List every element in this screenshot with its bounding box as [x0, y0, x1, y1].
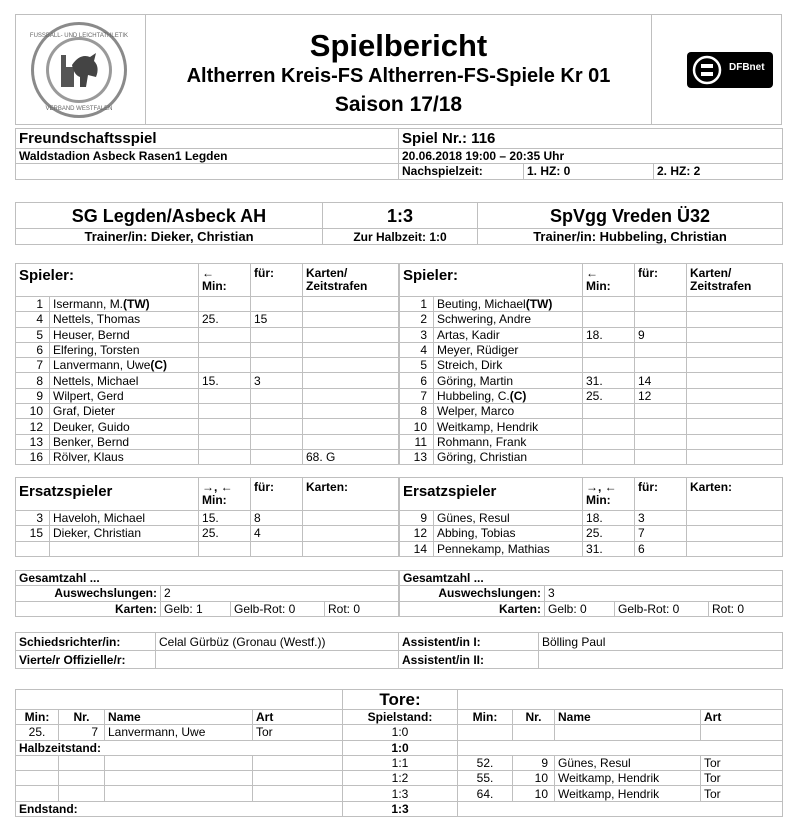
sub-for: 9	[635, 327, 687, 342]
goal-row: 1:3 64. 10 Weitkamp, Hendrik Tor	[16, 786, 783, 801]
cards	[687, 297, 783, 312]
player-name: Graf, Dieter	[50, 404, 199, 419]
shirt-number: 16	[16, 449, 50, 464]
home-yellowred: Gelb-Rot: 0	[231, 601, 325, 616]
shirt-number: 7	[16, 358, 50, 373]
sub-for: 8	[251, 511, 303, 526]
cards	[303, 312, 399, 327]
player-row	[16, 312, 399, 327]
goal-row: Halbzeitstand: 1:0	[16, 740, 783, 755]
shirt-number: 13	[400, 449, 434, 464]
sub-for: 3	[635, 511, 687, 526]
sub-row	[16, 526, 399, 541]
sub-minute	[199, 297, 251, 312]
sub-minute	[583, 358, 635, 373]
sub-row	[400, 541, 783, 556]
sub-for: 6	[635, 541, 687, 556]
sub-minute	[199, 342, 251, 357]
sub-minute	[583, 434, 635, 449]
home-totals: Gesamtzahl ... Auswechslungen: 2 Karten: Gelb: 1 Gelb-Rot: 0 Rot: 0	[15, 570, 398, 617]
sub-for: 12	[635, 388, 687, 403]
player-row	[16, 358, 399, 373]
away-totals: Gesamtzahl ... Auswechslungen: 3 Karten: Gelb: 0 Gelb-Rot: 0 Rot: 0	[399, 570, 782, 617]
sub-for	[251, 419, 303, 434]
player-row	[400, 327, 783, 342]
player-row	[16, 342, 399, 357]
shirt-number: 3	[16, 511, 50, 526]
player-row	[400, 404, 783, 419]
cards	[687, 312, 783, 327]
sub-for	[251, 541, 303, 556]
venue: Waldstadion Asbeck Rasen1 Legden	[16, 149, 399, 164]
player-name: Rohmann, Frank	[434, 434, 583, 449]
player-row	[400, 388, 783, 403]
cards	[687, 526, 783, 541]
sub-for	[251, 434, 303, 449]
sub-minute: 31.	[583, 373, 635, 388]
player-name: Elfering, Torsten	[50, 342, 199, 357]
cards	[303, 526, 399, 541]
player-name: Hubbeling, C.(C)	[434, 388, 583, 403]
goal-row: 25. 7 Lanvermann, Uwe Tor 1:0	[16, 725, 783, 740]
sub-minute	[199, 388, 251, 403]
player-name: Göring, Christian	[434, 449, 583, 464]
sub-for: 15	[251, 312, 303, 327]
shirt-number: 5	[16, 327, 50, 342]
shirt-number: 11	[400, 434, 434, 449]
player-name: Pennekamp, Mathias	[434, 541, 583, 556]
report-title: Spielbericht	[309, 28, 488, 63]
player-name: Artas, Kadir	[434, 327, 583, 342]
shirt-number: 3	[400, 327, 434, 342]
cards	[687, 511, 783, 526]
match-type: Freundschaftsspiel	[16, 129, 399, 149]
cards	[687, 388, 783, 403]
sub-for: 7	[635, 526, 687, 541]
shirt-number: 10	[400, 419, 434, 434]
score-box	[15, 202, 782, 245]
sub-row	[16, 541, 399, 556]
sub-for	[635, 358, 687, 373]
away-yellowred: Gelb-Rot: 0	[615, 601, 709, 616]
sub-for	[251, 358, 303, 373]
svg-text:FUSSBALL- UND LEICHTATHLETIK: FUSSBALL- UND LEICHTATHLETIK	[29, 33, 129, 39]
cards	[687, 373, 783, 388]
player-name: Isermann, M.(TW)	[50, 297, 199, 312]
shirt-number: 12	[400, 526, 434, 541]
sub-minute: 18.	[583, 327, 635, 342]
away-lineup: Spieler: ← Min: für: Karten/ Zeitstrafen 1 Beuting, Michael(TW) 2 Schwering, Andre 3 Artas, Kadir 18. 9 4 Meyer, Rüdiger 5 Streich, Dirk 6 Göring, Martin 31. 14 7 Hubbeling, C.(C) 25. 12 8 Welper, Marco 10 Weitkamp, Hendrik 11 Rohmann, Frank 13 Göring, Christian	[399, 263, 782, 465]
player-name: Göring, Martin	[434, 373, 583, 388]
sub-for	[635, 342, 687, 357]
sub-for	[251, 449, 303, 464]
assistant-2	[539, 651, 783, 669]
home-coach: Trainer/in: Dieker, Christian	[16, 229, 323, 245]
extra-time-h2: 2. HZ: 2	[654, 164, 783, 179]
player-row	[400, 434, 783, 449]
sub-minute	[583, 449, 635, 464]
sub-for	[635, 449, 687, 464]
shirt-number: 4	[16, 312, 50, 327]
cards	[303, 404, 399, 419]
player-row	[16, 327, 399, 342]
referee: Celal Gürbüz (Gronau (Westf.))	[156, 633, 399, 651]
cards	[687, 434, 783, 449]
player-row	[400, 342, 783, 357]
sub-row	[16, 511, 399, 526]
player-name: Abbing, Tobias	[434, 526, 583, 541]
competition-title: Altherren Kreis-FS Altherren-FS-Spiele Kr 01	[186, 65, 611, 87]
extra-time-h1: 1. HZ: 0	[524, 164, 654, 179]
cards	[303, 327, 399, 342]
away-red: Rot: 0	[709, 601, 783, 616]
player-name: Meyer, Rüdiger	[434, 342, 583, 357]
sub-for	[635, 404, 687, 419]
shirt-number: 9	[16, 388, 50, 403]
player-name: Beuting, Michael(TW)	[434, 297, 583, 312]
sub-minute	[199, 419, 251, 434]
shirt-number: 5	[400, 358, 434, 373]
sub-minute	[583, 342, 635, 357]
home-lineup: Spieler: ← Min: für: Karten/ Zeitstrafen 1 Isermann, M.(TW) 4 Nettels, Thomas 25. 15 5 Heuser, Bernd 6 Elfering, Torsten 7 Lanvermann, Uwe(C) 8 Nettels, Michael 15. 3 9 Wilpert, Gerd 10 Graf, Dieter 12 Deuker, Guido 13 Benker, Bernd 16 Rölver, Klaus 68. G	[15, 263, 398, 465]
shirt-number: 8	[16, 373, 50, 388]
goals-title: Tore:	[343, 690, 458, 710]
shirt-number: 1	[16, 297, 50, 312]
sub-for: 14	[635, 373, 687, 388]
sub-minute: 25.	[583, 388, 635, 403]
cards	[687, 342, 783, 357]
home-subs: Ersatzspieler →, ← Min: für: Karten: 3 Haveloh, Michael 15. 8 15 Dieker, Christian 25. 4	[15, 477, 398, 557]
cards	[303, 358, 399, 373]
officials: Schiedsrichter/in: Celal Gürbüz (Gronau (Westf.)) Assistent/in I: Bölling Paul Vierte/r Offizielle/r: Assistent/in II:	[15, 632, 782, 669]
player-name: Welper, Marco	[434, 404, 583, 419]
player-name: Günes, Resul	[434, 511, 583, 526]
shirt-number: 7	[400, 388, 434, 403]
cards	[687, 449, 783, 464]
sub-for	[251, 404, 303, 419]
sub-minute: 31.	[583, 541, 635, 556]
sub-minute	[583, 419, 635, 434]
shirt-number	[16, 541, 50, 556]
shirt-number: 12	[16, 419, 50, 434]
sub-minute: 25.	[199, 312, 251, 327]
cards	[687, 404, 783, 419]
player-name: Nettels, Michael	[50, 373, 199, 388]
sub-minute: 18.	[583, 511, 635, 526]
cards: 68. G	[303, 449, 399, 464]
report-header	[15, 14, 782, 125]
home-subs-count: 2	[161, 586, 399, 601]
player-name: Lanvermann, Uwe(C)	[50, 358, 199, 373]
shirt-number: 10	[16, 404, 50, 419]
sub-minute	[199, 404, 251, 419]
shirt-number: 2	[400, 312, 434, 327]
sub-minute	[199, 327, 251, 342]
player-row	[400, 358, 783, 373]
assistant-1: Bölling Paul	[539, 633, 783, 651]
sub-for	[251, 297, 303, 312]
game-number: Spiel Nr.: 116	[399, 129, 783, 149]
player-row	[400, 373, 783, 388]
player-name: Weitkamp, Hendrik	[434, 419, 583, 434]
shirt-number: 6	[400, 373, 434, 388]
player-name: Deuker, Guido	[50, 419, 199, 434]
home-red: Rot: 0	[325, 601, 399, 616]
player-name	[50, 541, 199, 556]
shirt-number: 13	[16, 434, 50, 449]
player-row	[16, 449, 399, 464]
player-row	[400, 449, 783, 464]
player-name: Benker, Bernd	[50, 434, 199, 449]
goal-row: 1:2 55. 10 Weitkamp, Hendrik Tor	[16, 771, 783, 786]
sub-minute	[199, 358, 251, 373]
sub-minute: 25.	[583, 526, 635, 541]
sub-for	[635, 434, 687, 449]
cards	[303, 541, 399, 556]
shirt-number: 4	[400, 342, 434, 357]
player-row	[400, 297, 783, 312]
sub-minute	[199, 434, 251, 449]
player-row	[16, 404, 399, 419]
sub-minute	[583, 404, 635, 419]
shirt-number: 15	[16, 526, 50, 541]
player-row	[16, 297, 399, 312]
away-team: SpVgg Vreden Ü32	[478, 203, 783, 229]
away-yellow: Gelb: 0	[545, 601, 615, 616]
cards	[303, 419, 399, 434]
sub-minute	[583, 297, 635, 312]
cards	[687, 419, 783, 434]
shirt-number: 1	[400, 297, 434, 312]
sub-minute: 15.	[199, 373, 251, 388]
kickoff-time: 20.06.2018 19:00 – 20:35 Uhr	[399, 149, 783, 164]
sub-for: 4	[251, 526, 303, 541]
sub-row	[400, 526, 783, 541]
svg-text:VERBAND WESTFALEN: VERBAND WESTFALEN	[45, 106, 113, 112]
player-name: Schwering, Andre	[434, 312, 583, 327]
goal-row: Endstand: 1:3	[16, 801, 783, 816]
cards	[303, 434, 399, 449]
player-row	[16, 373, 399, 388]
player-row	[16, 388, 399, 403]
goals-table: Tore: Min: Nr. Name Art Spielstand: Min: Nr. Name Art 25. 7 Lanvermann, Uwe Tor 1:0 Halbzeitstand: 1:0 1:1 52. 9 Günes, Resul Tor 1:2 55. 10 Weitkamp, Hendrik Tor 1:3 64. 10 Weitkamp, Hendrik Tor Endstand: 1:3	[15, 689, 782, 817]
away-coach: Trainer/in: Hubbeling, Christian	[478, 229, 783, 245]
sub-minute: 15.	[199, 511, 251, 526]
season-title: Saison 17/18	[334, 93, 463, 116]
goal-row: 1:1 52. 9 Günes, Resul Tor	[16, 755, 783, 770]
shirt-number: 8	[400, 404, 434, 419]
away-subs: Ersatzspieler →, ← Min: für: Karten: 9 Günes, Resul 18. 3 12 Abbing, Tobias 25. 7 14 Pennekamp, Mathias 31. 6	[399, 477, 782, 557]
cards	[303, 297, 399, 312]
player-row	[16, 434, 399, 449]
cards	[687, 541, 783, 556]
final-score: 1:3	[323, 203, 478, 229]
player-name: Wilpert, Gerd	[50, 388, 199, 403]
cards	[303, 373, 399, 388]
sub-for	[635, 297, 687, 312]
home-team: SG Legden/Asbeck AH	[16, 203, 323, 229]
player-row	[400, 419, 783, 434]
shirt-number: 6	[16, 342, 50, 357]
cards	[303, 511, 399, 526]
sub-for	[251, 342, 303, 357]
player-name: Nettels, Thomas	[50, 312, 199, 327]
flvw-logo	[16, 15, 146, 124]
fourth-official	[156, 651, 399, 669]
sub-minute	[199, 541, 251, 556]
sub-minute	[199, 449, 251, 464]
player-name: Streich, Dirk	[434, 358, 583, 373]
cards	[303, 342, 399, 357]
dfbnet-logo: DFBnet	[651, 15, 781, 124]
sub-row	[400, 511, 783, 526]
player-name: Haveloh, Michael	[50, 511, 199, 526]
player-row	[16, 419, 399, 434]
cards	[687, 358, 783, 373]
home-yellow: Gelb: 1	[161, 601, 231, 616]
shirt-number: 9	[400, 511, 434, 526]
sub-for	[251, 388, 303, 403]
player-name: Rölver, Klaus	[50, 449, 199, 464]
player-row	[400, 312, 783, 327]
sub-for	[635, 419, 687, 434]
sub-for: 3	[251, 373, 303, 388]
shirt-number: 14	[400, 541, 434, 556]
cards	[687, 327, 783, 342]
player-name: Heuser, Bernd	[50, 327, 199, 342]
sub-for	[635, 312, 687, 327]
cards	[303, 388, 399, 403]
match-info: Freundschaftsspiel Spiel Nr.: 116 Waldstadion Asbeck Rasen1 Legden 20.06.2018 19:00 – 20:35 Uhr Nachspielzeit: 1. HZ: 0 2. HZ: 2	[15, 128, 782, 180]
halftime-score: Zur Halbzeit: 1:0	[323, 229, 478, 245]
player-name: Dieker, Christian	[50, 526, 199, 541]
away-subs-count: 3	[545, 586, 783, 601]
sub-minute: 25.	[199, 526, 251, 541]
sub-for	[251, 327, 303, 342]
sub-minute	[583, 312, 635, 327]
